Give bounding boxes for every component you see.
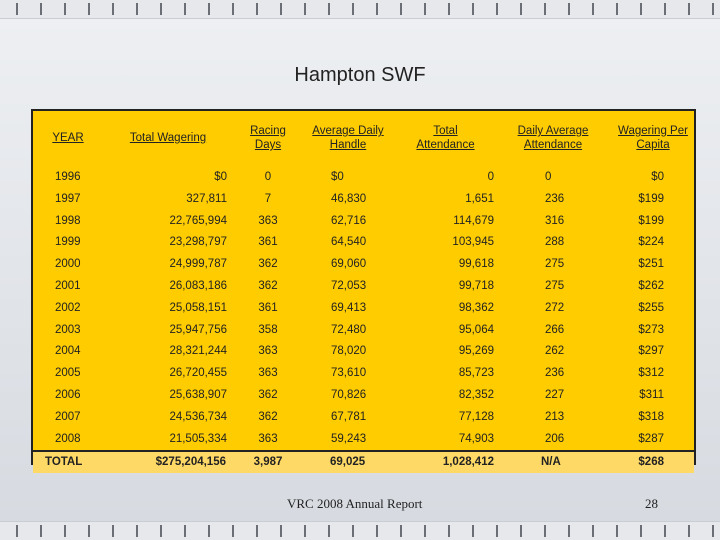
ruler-tick (520, 3, 522, 15)
cell-avg-daily-handle: 59,243 (331, 432, 367, 445)
ruler-tick (40, 3, 42, 15)
table-row (33, 407, 694, 429)
cell-daily-avg-attendance: 266 (545, 323, 565, 336)
cell-total-wagering: 21,505,334 (169, 432, 227, 445)
table-header (33, 111, 694, 167)
cell-racing-days: 362 (258, 279, 278, 292)
cell-total-wagering: 22,765,994 (169, 214, 227, 227)
ruler-tick (280, 525, 282, 537)
ruler-tick (448, 3, 450, 15)
cell-year: 1998 (55, 214, 81, 227)
cell-total-wagering: $0 (214, 171, 227, 183)
table-row (33, 189, 694, 211)
cell-total-wagering: 24,536,734 (169, 410, 227, 423)
cell-avg-daily-handle: $0 (331, 171, 344, 183)
ruler-tick (160, 525, 162, 537)
cell-year: 2002 (55, 301, 81, 314)
cell-daily-avg-attendance: N/A (541, 456, 561, 469)
ruler-tick (448, 525, 450, 537)
ruler-tick (376, 3, 378, 15)
ruler-tick (280, 3, 282, 15)
table-body (33, 167, 694, 473)
ruler-tick (544, 525, 546, 537)
data-table (31, 109, 696, 469)
cell-daily-avg-attendance: 272 (545, 301, 565, 314)
cell-total-wagering: 327,811 (186, 192, 227, 205)
cell-daily-avg-attendance: 275 (545, 258, 565, 271)
cell-year: 2004 (55, 345, 81, 358)
cell-racing-days: 363 (258, 214, 278, 227)
ruler-tick (616, 525, 618, 537)
table-row (33, 363, 694, 385)
footer-text: VRC 2008 Annual Report (287, 496, 423, 511)
cell-total-attendance: 114,679 (453, 214, 494, 227)
table-row (33, 385, 694, 407)
cell-wagering-per-capita: $224 (638, 236, 664, 249)
cell-daily-avg-attendance: 236 (545, 192, 565, 205)
cell-wagering-per-capita: $199 (638, 192, 664, 205)
ruler-tick (592, 3, 594, 15)
header-year: YEAR (52, 132, 84, 144)
cell-avg-daily-handle: 64,540 (331, 236, 367, 249)
cell-total-attendance: 0 (487, 171, 494, 183)
header-total-attendance: Total Attendance (416, 125, 475, 151)
header-daily-average-attendance: Daily Average Attendance (517, 125, 589, 151)
ruler-tick (712, 525, 714, 537)
cell-avg-daily-handle: 69,413 (331, 301, 367, 314)
ruler-tick (304, 525, 306, 537)
ruler-tick (160, 3, 162, 15)
cell-total-wagering: 25,638,907 (169, 388, 227, 401)
cell-year: 1996 (55, 171, 81, 183)
cell-avg-daily-handle: 69,060 (331, 258, 367, 271)
ruler-tick (136, 525, 138, 537)
cell-daily-avg-attendance: 316 (545, 214, 565, 227)
ruler-tick (400, 525, 402, 537)
total-row (33, 450, 694, 473)
ruler-tick (352, 3, 354, 15)
ruler-tick (616, 3, 618, 15)
cell-racing-days: 0 (264, 171, 272, 183)
ruler-tick (256, 3, 258, 15)
cell-avg-daily-handle: 78,020 (331, 345, 367, 358)
cell-total-attendance: 95,269 (458, 345, 494, 358)
ruler-tick (568, 525, 570, 537)
ruler-tick (208, 3, 210, 15)
ruler-tick (304, 3, 306, 15)
cell-year: 2007 (55, 410, 81, 423)
cell-avg-daily-handle: 62,716 (331, 214, 367, 227)
cell-total-wagering: 23,298,797 (169, 236, 227, 249)
table-row (33, 211, 694, 233)
ruler-tick (232, 525, 234, 537)
ruler-tick (184, 3, 186, 15)
cell-wagering-per-capita: $297 (638, 345, 664, 358)
header-racing-days: Racing Days (250, 125, 286, 151)
cell-wagering-per-capita: $262 (638, 279, 664, 292)
ruler-tick (208, 525, 210, 537)
cell-avg-daily-handle: 73,610 (331, 367, 367, 380)
cell-daily-avg-attendance: 275 (545, 279, 565, 292)
cell-total-wagering: 25,947,756 (169, 323, 227, 336)
ruler-tick (688, 3, 690, 15)
ruler-tick (88, 3, 90, 15)
ruler-tick (664, 525, 666, 537)
cell-total-attendance: 77,128 (458, 410, 494, 423)
cell-wagering-per-capita: $268 (638, 456, 664, 469)
cell-total-attendance: 82,352 (458, 388, 494, 401)
cell-daily-avg-attendance: 227 (545, 388, 565, 401)
cell-year: 2008 (55, 432, 81, 445)
cell-racing-days: 361 (258, 301, 278, 314)
ruler-tick (664, 3, 666, 15)
ruler-tick (328, 3, 330, 15)
cell-total-wagering: $275,204,156 (155, 456, 226, 469)
cell-year: 1999 (55, 236, 81, 249)
ruler-tick (112, 3, 114, 15)
table-row (33, 298, 694, 320)
header-average-daily-handle: Average Daily Handle (312, 125, 384, 151)
cell-avg-daily-handle: 69,025 (330, 456, 366, 469)
cell-total-attendance: 74,903 (458, 432, 494, 445)
bottom-ruler (0, 521, 720, 540)
ruler-tick (688, 525, 690, 537)
cell-year: 2001 (55, 279, 81, 292)
cell-racing-days: 362 (258, 388, 278, 401)
page-number: 28 (645, 496, 658, 511)
cell-racing-days: 363 (258, 345, 278, 358)
cell-avg-daily-handle: 72,480 (331, 323, 367, 336)
ruler-tick (424, 525, 426, 537)
ruler-tick (328, 525, 330, 537)
cell-total-attendance: 85,723 (458, 367, 494, 380)
ruler-tick (136, 3, 138, 15)
cell-daily-avg-attendance: 0 (545, 171, 552, 183)
ruler-tick (88, 525, 90, 537)
cell-racing-days: 3,987 (253, 456, 283, 469)
cell-racing-days: 363 (258, 432, 278, 445)
cell-wagering-per-capita: $311 (639, 388, 664, 401)
cell-avg-daily-handle: 67,781 (331, 410, 367, 423)
ruler-tick (40, 525, 42, 537)
header-total-wagering: Total Wagering (129, 132, 207, 144)
cell-racing-days: 358 (258, 323, 278, 336)
cell-avg-daily-handle: 72,053 (331, 279, 367, 292)
cell-total-wagering: 24,999,787 (169, 258, 227, 271)
cell-racing-days: 362 (258, 410, 278, 423)
cell-avg-daily-handle: 70,826 (331, 388, 367, 401)
table-row (33, 429, 694, 451)
cell-total-wagering: 28,321,244 (169, 345, 227, 358)
cell-total-wagering: 25,058,151 (169, 301, 227, 314)
cell-daily-avg-attendance: 206 (545, 432, 565, 445)
ruler-tick (64, 525, 66, 537)
cell-racing-days: 361 (258, 236, 278, 249)
ruler-tick (712, 3, 714, 15)
cell-wagering-per-capita: $199 (638, 214, 664, 227)
cell-daily-avg-attendance: 213 (545, 410, 565, 423)
cell-year: 2000 (55, 258, 81, 271)
table-row (33, 167, 694, 189)
table-row (33, 320, 694, 342)
cell-total-attendance: 103,945 (452, 236, 494, 249)
cell-total-attendance: 98,362 (458, 301, 494, 314)
cell-wagering-per-capita: $273 (638, 323, 664, 336)
ruler-tick (472, 525, 474, 537)
table-row (33, 254, 694, 276)
table-row (33, 341, 694, 363)
cell-racing-days: 362 (258, 258, 278, 271)
cell-year: 2006 (55, 388, 81, 401)
slide-title: Hampton SWF (294, 64, 426, 86)
cell-year: 2003 (55, 323, 81, 336)
ruler-tick (184, 525, 186, 537)
cell-racing-days: 363 (258, 367, 278, 380)
top-ruler (0, 0, 720, 19)
ruler-tick (520, 525, 522, 537)
table-row (33, 232, 694, 254)
cell-wagering-per-capita: $312 (638, 367, 664, 380)
ruler-tick (424, 3, 426, 15)
ruler-tick (496, 525, 498, 537)
cell-total-attendance: 99,618 (458, 258, 494, 271)
cell-year: 1997 (55, 192, 81, 205)
cell-wagering-per-capita: $0 (651, 171, 664, 183)
ruler-tick (544, 3, 546, 15)
cell-year: 2005 (55, 367, 81, 380)
table-row (33, 276, 694, 298)
cell-daily-avg-attendance: 236 (545, 367, 565, 380)
cell-wagering-per-capita: $287 (638, 432, 664, 445)
cell-avg-daily-handle: 46,830 (331, 192, 367, 205)
header-wagering-per-capita: Wagering Per Capita (618, 125, 688, 151)
ruler-tick (496, 3, 498, 15)
cell-daily-avg-attendance: 262 (545, 345, 565, 358)
cell-total-wagering: 26,720,455 (169, 367, 227, 380)
cell-wagering-per-capita: $255 (638, 301, 664, 314)
ruler-tick (640, 525, 642, 537)
cell-wagering-per-capita: $318 (638, 410, 664, 423)
cell-daily-avg-attendance: 288 (545, 236, 565, 249)
cell-total-attendance: 1,028,412 (442, 456, 494, 469)
ruler-tick (640, 3, 642, 15)
ruler-tick (16, 525, 18, 537)
ruler-tick (16, 3, 18, 15)
cell-total-wagering: 26,083,186 (169, 279, 227, 292)
ruler-tick (64, 3, 66, 15)
cell-year: TOTAL (45, 456, 83, 469)
cell-total-attendance: 99,718 (458, 279, 494, 292)
ruler-tick (112, 525, 114, 537)
cell-total-attendance: 95,064 (458, 323, 494, 336)
ruler-tick (400, 3, 402, 15)
ruler-tick (592, 525, 594, 537)
ruler-tick (256, 525, 258, 537)
cell-total-attendance: 1,651 (465, 192, 494, 205)
ruler-tick (568, 3, 570, 15)
cell-wagering-per-capita: $251 (638, 258, 664, 271)
ruler-tick (352, 525, 354, 537)
ruler-tick (232, 3, 234, 15)
cell-racing-days: 7 (264, 192, 272, 205)
ruler-tick (472, 3, 474, 15)
ruler-tick (376, 525, 378, 537)
